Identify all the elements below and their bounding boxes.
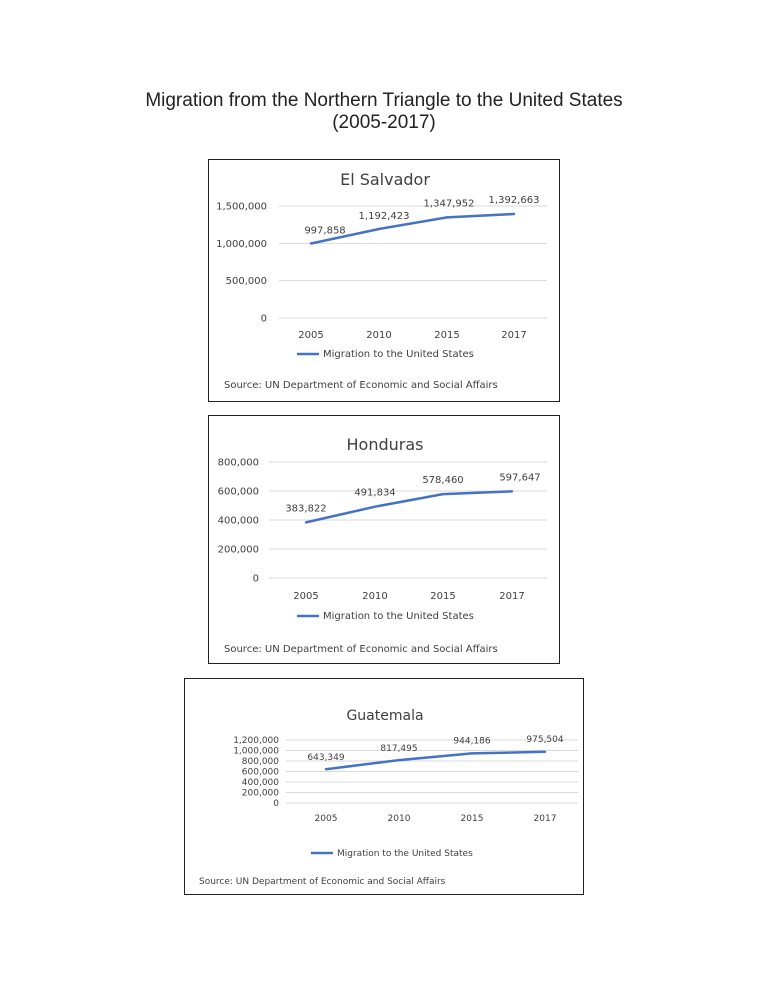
y-tick-label: 1,000,000 bbox=[233, 746, 279, 757]
data-point bbox=[374, 505, 376, 507]
data-point bbox=[513, 213, 515, 215]
chart-title: Honduras bbox=[346, 435, 424, 454]
chart-title: Guatemala bbox=[346, 708, 424, 724]
data-label: 1,392,663 bbox=[488, 195, 540, 207]
x-tick-label: 2017 bbox=[501, 330, 527, 341]
y-tick-label: 1,000,000 bbox=[216, 238, 267, 250]
data-point bbox=[398, 759, 400, 761]
data-point bbox=[305, 521, 307, 523]
data-point bbox=[511, 490, 513, 492]
legend-label: Migration to the United States bbox=[337, 849, 473, 859]
y-tick-label: 200,000 bbox=[217, 544, 259, 556]
data-label: 597,647 bbox=[499, 472, 541, 484]
x-tick-label: 2015 bbox=[460, 814, 484, 824]
data-point bbox=[471, 752, 473, 754]
data-label: 944,186 bbox=[453, 736, 491, 747]
data-label: 383,822 bbox=[285, 503, 327, 515]
data-label: 1,347,952 bbox=[423, 198, 475, 210]
legend-label: Migration to the United States bbox=[323, 611, 474, 622]
x-tick-label: 2015 bbox=[434, 330, 460, 341]
y-tick-label: 400,000 bbox=[217, 515, 259, 527]
chart-el-salvador bbox=[208, 159, 560, 402]
source-note: Source: UN Department of Economic and Social Affairs bbox=[224, 380, 498, 391]
x-tick-label: 2010 bbox=[362, 591, 388, 602]
data-label: 817,495 bbox=[380, 744, 418, 755]
y-tick-label: 0 bbox=[273, 799, 279, 810]
data-label: 578,460 bbox=[422, 475, 464, 487]
x-tick-label: 2005 bbox=[293, 591, 319, 602]
source-note: Source: UN Department of Economic and Social Affairs bbox=[224, 644, 498, 655]
source-note: Source: UN Department of Economic and Social Affairs bbox=[199, 877, 446, 887]
data-label: 975,504 bbox=[526, 734, 564, 745]
data-label: 643,349 bbox=[307, 753, 345, 764]
chart-honduras bbox=[208, 415, 560, 664]
x-tick-label: 2015 bbox=[430, 591, 456, 602]
chart-canvas bbox=[209, 416, 561, 665]
x-tick-label: 2010 bbox=[387, 814, 411, 824]
y-tick-label: 800,000 bbox=[241, 757, 279, 768]
page-title bbox=[0, 90, 768, 134]
y-tick-label: 0 bbox=[252, 573, 259, 585]
data-label: 997,858 bbox=[304, 225, 346, 237]
y-tick-label: 1,500,000 bbox=[216, 201, 267, 213]
series-line bbox=[306, 491, 512, 522]
y-tick-label: 800,000 bbox=[217, 457, 259, 469]
x-tick-label: 2017 bbox=[499, 591, 525, 602]
data-point bbox=[378, 228, 380, 230]
page-title-line2: (2005-2017) bbox=[332, 112, 436, 133]
x-tick-label: 2017 bbox=[533, 814, 557, 824]
y-tick-label: 600,000 bbox=[217, 486, 259, 498]
data-point bbox=[446, 216, 448, 218]
legend-label: Migration to the United States bbox=[323, 349, 474, 360]
y-tick-label: 1,200,000 bbox=[233, 736, 279, 747]
data-label: 491,834 bbox=[354, 487, 396, 499]
data-point bbox=[310, 242, 312, 244]
x-tick-label: 2010 bbox=[366, 330, 392, 341]
y-tick-label: 600,000 bbox=[241, 767, 279, 778]
data-point bbox=[544, 751, 546, 753]
chart-canvas bbox=[209, 160, 561, 403]
y-tick-label: 400,000 bbox=[241, 778, 279, 789]
data-label: 1,192,423 bbox=[358, 210, 410, 222]
data-point bbox=[442, 493, 444, 495]
y-tick-label: 500,000 bbox=[225, 276, 267, 288]
chart-canvas bbox=[185, 679, 585, 896]
x-tick-label: 2005 bbox=[298, 330, 324, 341]
chart-guatemala bbox=[184, 678, 584, 895]
chart-title: El Salvador bbox=[340, 170, 430, 189]
y-tick-label: 200,000 bbox=[241, 788, 279, 799]
x-tick-label: 2005 bbox=[314, 814, 338, 824]
data-point bbox=[325, 768, 327, 770]
y-tick-label: 0 bbox=[260, 313, 267, 325]
page-title-line1: Migration from the Northern Triangle to the United States bbox=[145, 90, 623, 111]
